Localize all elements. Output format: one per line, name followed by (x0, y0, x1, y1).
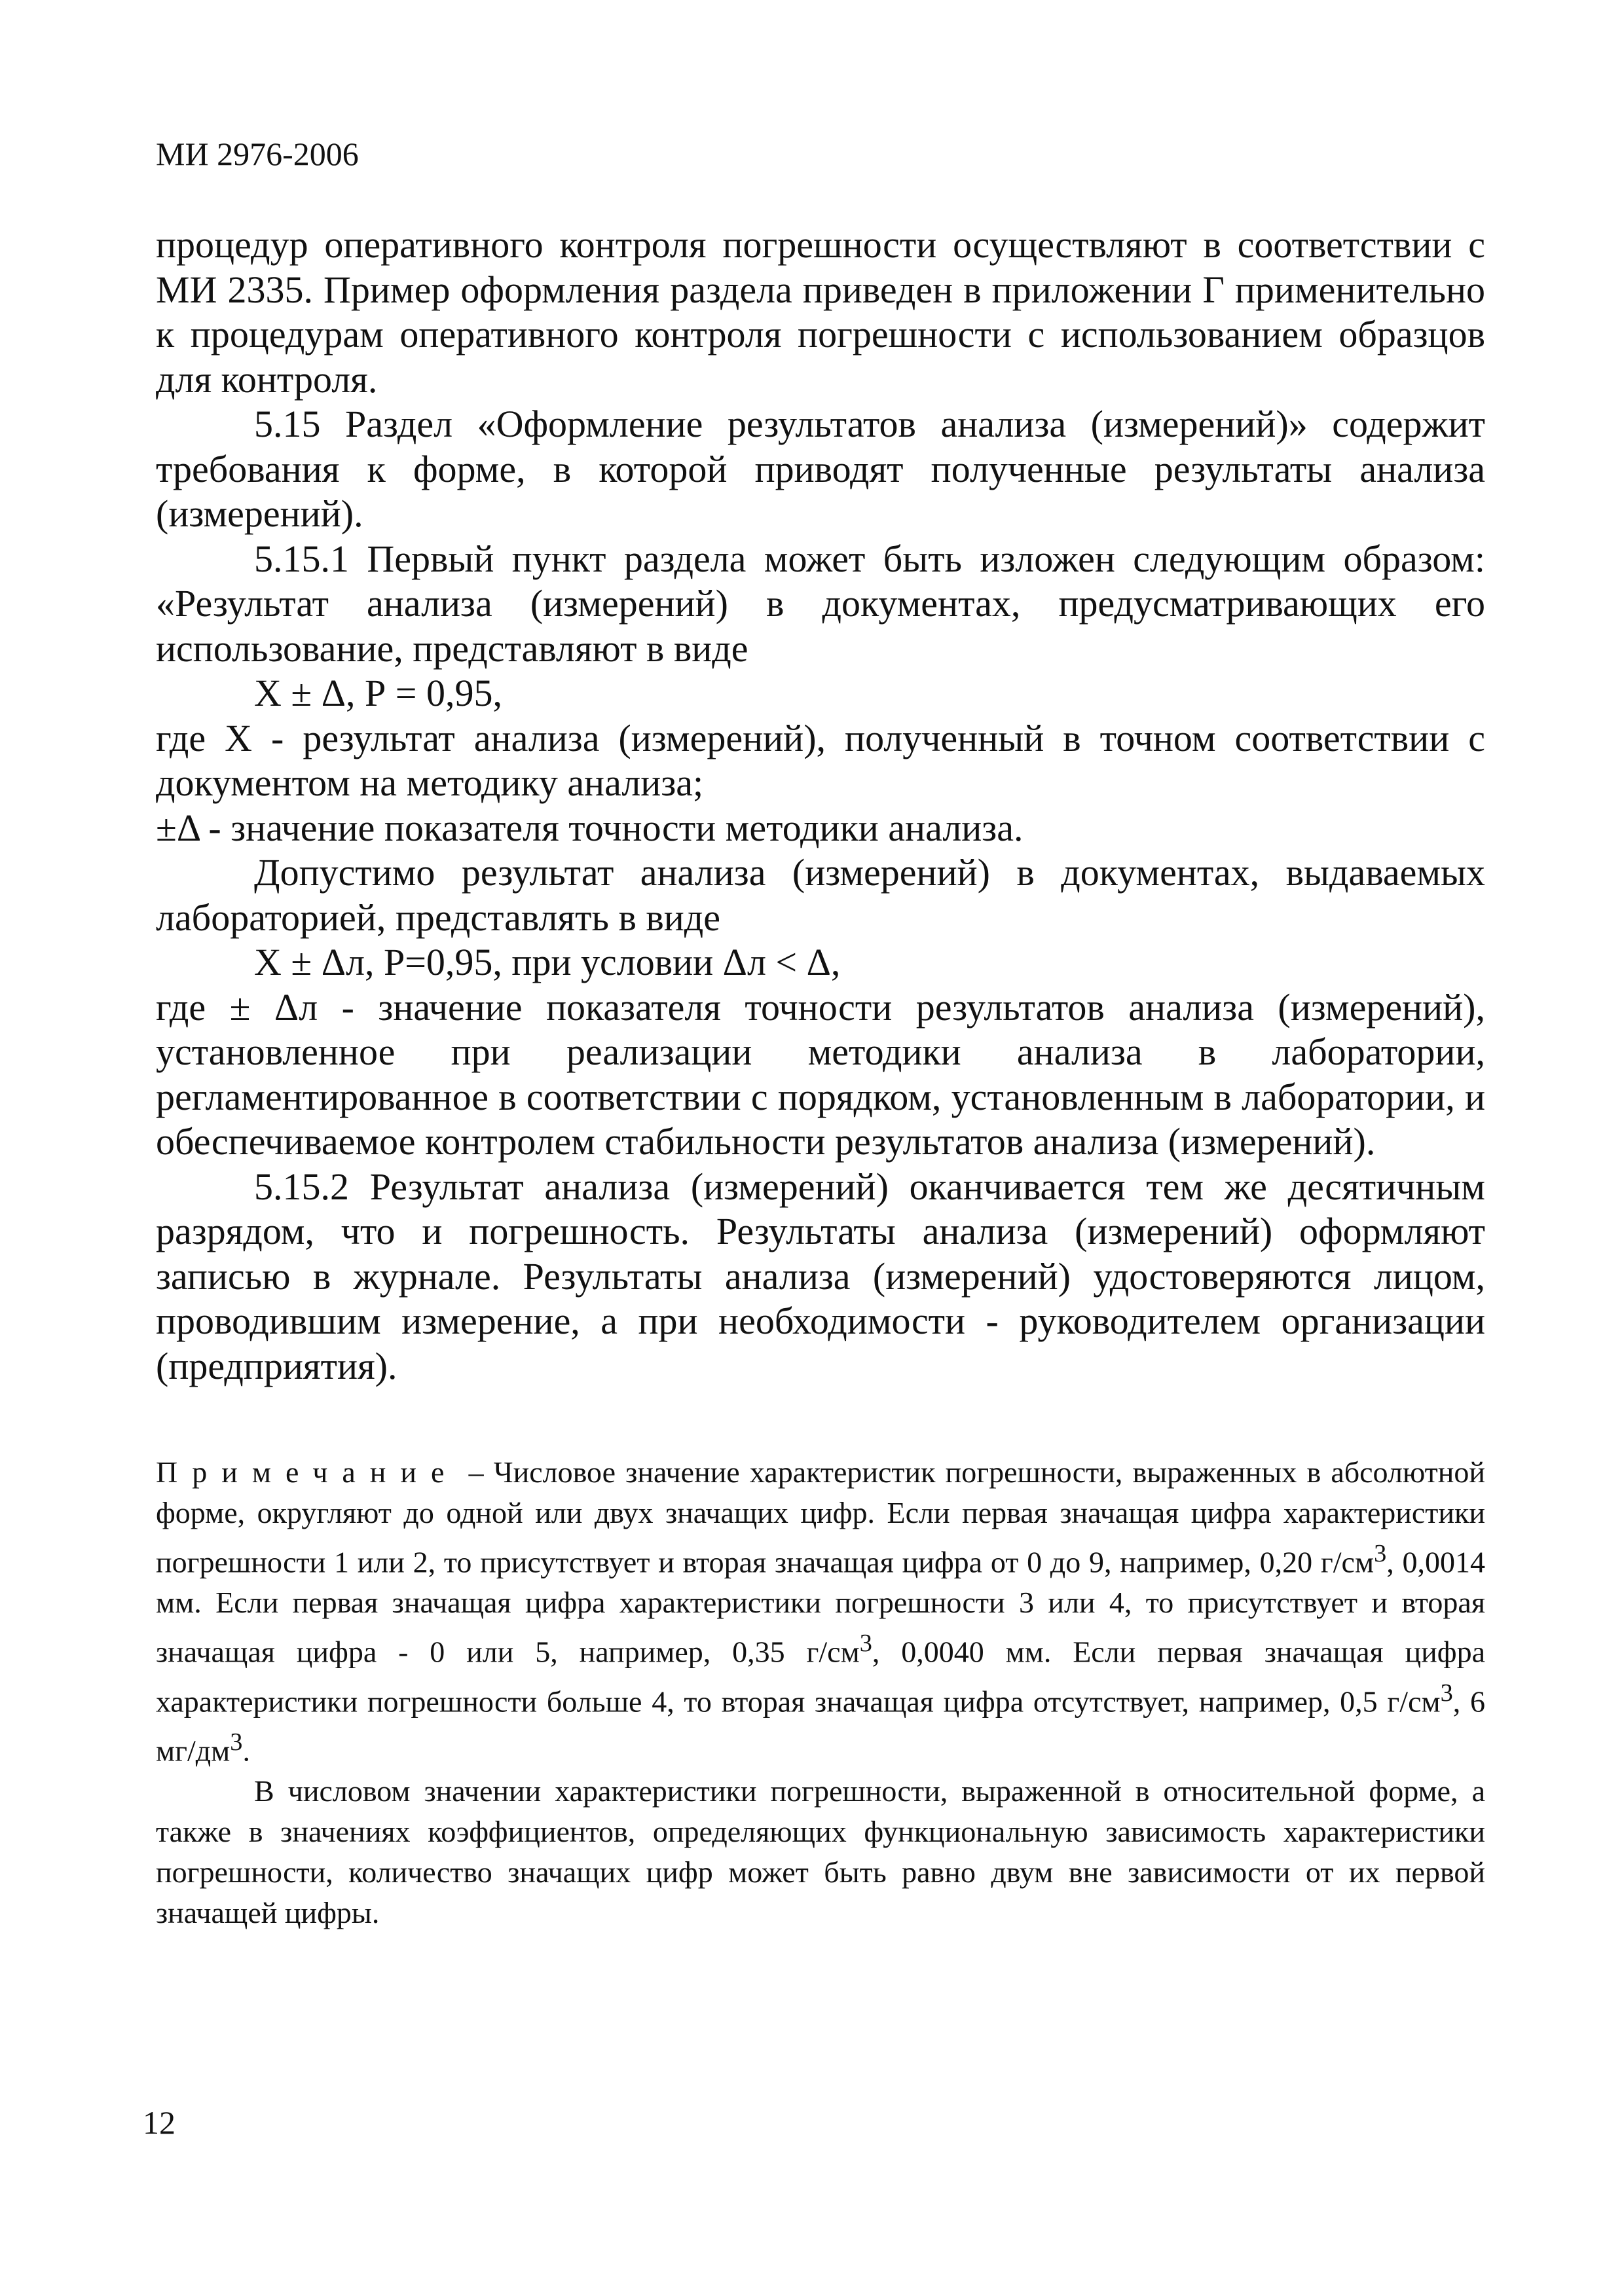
superscript-cube: 3 (230, 1728, 243, 1756)
superscript-cube: 3 (859, 1630, 872, 1658)
superscript-cube: 3 (1374, 1540, 1387, 1567)
paragraph-where-x: где Х - результат анализа (измерений), полученный в точном соответствии с документом на методику анализа; (156, 716, 1485, 804)
formula-laboratory: Х ± Δл, Р=0,95, при условии Δл < Δ, (254, 941, 841, 983)
note-text-part-5: . (242, 1734, 250, 1768)
paragraph-continuation: процедур оперативного контроля погрешности осуществляют в соответствии с МИ 2335. Пример оформления раздела приведен в приложении Г применительно к процедурам оперативного контроля погрешности с использованием образцов для контроля. (156, 223, 1485, 401)
note-paragraph-1 (156, 1452, 1485, 1771)
note-label: Примечание (156, 1455, 459, 1489)
paragraph-where-delta-l: где ± Δл - значение показателя точности результатов анализа (измерений), установленное при реализации методики анализа в лаборатории, регламентированное в соответствии с порядком, установленным в лаборатории, и обеспечиваемое контролем стабильности результатов анализа (измерений). (156, 985, 1485, 1163)
note-dash: – (458, 1455, 494, 1489)
paragraph-5-15: 5.15 Раздел «Оформление результатов анализа (измерений)» содержит требования к форме, в которой приводят полученные результаты анализа (измерений). (156, 403, 1485, 535)
formula-result: Х ± Δ, Р = 0,95, (254, 672, 502, 714)
paragraph-laboratory-form: Допустимо результат анализа (измерений) в документах, выдаваемых лабораторией, представлять в виде (156, 851, 1485, 939)
page-number: 12 (143, 2104, 175, 2141)
paragraph-delta-definition: ±Δ - значение показателя точности методики анализа. (156, 806, 1024, 849)
superscript-cube: 3 (1440, 1679, 1453, 1707)
note-text-part-1: Числовое значение характеристик погрешности, выраженных в абсолютной форме, округляют до одной или двух значащих цифр. Если первая значащая цифра характеристики погрешности 1 или 2, то присутствует и вторая значащая цифра от 0 до 9, например, 0,20 г/см (156, 1455, 1485, 1579)
paragraph-5-15-1: 5.15.1 Первый пункт раздела может быть изложен следующим образом: «Результат анализа (измерений) в документах, предусматривающих его использование, представляют в виде (156, 537, 1485, 670)
paragraph-5-15-2: 5.15.2 Результат анализа (измерений) оканчивается тем же десятичным разрядом, что и погрешность. Результаты анализа (измерений) оформляют записью в журнале. Результаты анализа (измерений) удостоверяются лицом, проводившим измерение, а при необходимости - руководителем организации (предприятия). (156, 1165, 1485, 1387)
note-paragraph-2: В числовом значении характеристики погрешности, выраженной в относительной форме, а также в значениях коэффициентов, определяющих функциональную зависимость характеристики погрешности, количество значащих цифр может быть равно двум вне зависимости от их первой значащей цифры. (156, 1774, 1485, 1930)
note-block (156, 1452, 1485, 1933)
note-text-part-4: , 6 мг/дм (156, 1684, 1485, 1768)
note-text-part-2: , 0,0014 мм. Если первая значащая цифра характеристики погрешности 3 или 4, то присутствует и вторая значащая цифра - 0 или 5, например, 0,35 г/см (156, 1545, 1485, 1669)
main-text (156, 223, 1485, 1389)
note-text-part-3: , 0,0040 мм. Если первая значащая цифра характеристики погрешности больше 4, то вторая значащая цифра отсутствует, например, 0,5 г/см (156, 1635, 1485, 1718)
document-code: МИ 2976-2006 (156, 136, 359, 172)
